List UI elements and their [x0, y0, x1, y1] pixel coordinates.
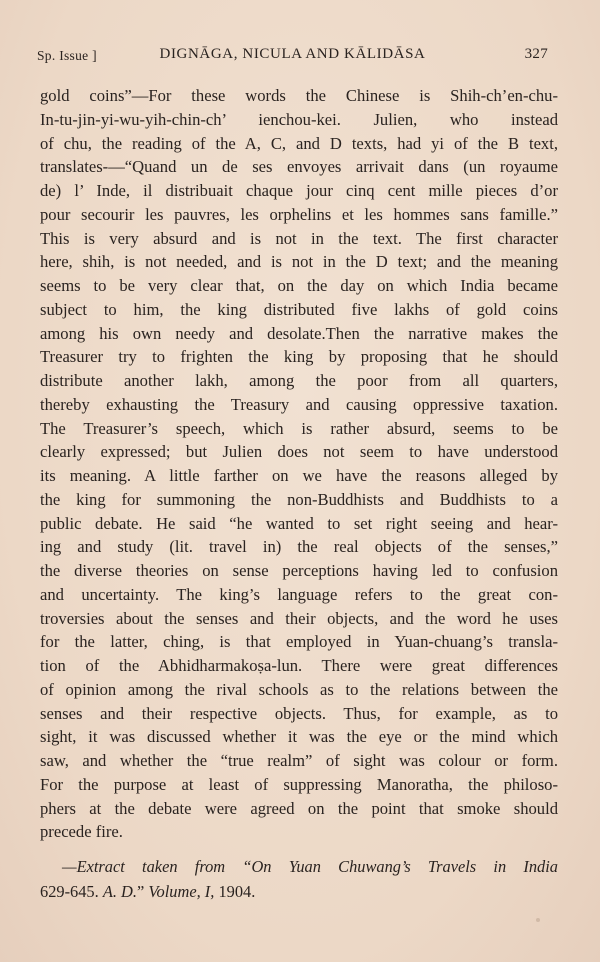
text-line: public debate. He said “he wanted to set right seeing and hear- — [40, 513, 558, 533]
text-line: clearly expressed; but Julien does not seem to have understood — [40, 442, 558, 462]
text-line: de) l’ Inde, il distribuait chaque jour cinq cent mille pieces d’or — [40, 181, 558, 200]
page-number: 327 — [524, 46, 548, 62]
text-line: ing and study (lit. travel in) the real objects of the senses,” — [40, 537, 558, 557]
text-line: the diverse theories on sense perceptions having led to confusion — [40, 561, 558, 580]
text-line: tion of the Abhidharmakoṣa-lun. There were great differences — [40, 656, 558, 675]
text-line: For the purpose at least of suppressing Manoratha, the philoso- — [40, 774, 558, 794]
text-line: In-tu-jin-yi-wu-yih-chin-ch’ ienchou-kei. Julien, who instead — [40, 109, 558, 129]
source-quote-close: ” — [136, 882, 149, 901]
header-title: DIGNĀGA, NICULA AND KĀLIDĀSA — [159, 46, 426, 62]
source-year: 1904. — [214, 882, 256, 901]
text-line: senses and their respective objects. Thus, for example, as to — [40, 703, 558, 723]
text-line: troversies about the senses and their objects, and the word he uses — [40, 608, 558, 628]
text-line: of chu, the reading of the A, C, and D texts, had yi of the B text, — [40, 133, 558, 153]
text-line: phers at the debate were agreed on the point that smoke should — [40, 798, 558, 818]
text-line: of opinion among the rival schools as to the relations between the — [40, 679, 558, 699]
text-line: gold coins”—For these words the Chinese is Shih-ch’en-chu- — [40, 86, 558, 105]
source-note-line-1: —Extract taken from “On Yuan Chuwang’s Travels in India — [62, 857, 558, 876]
source-note-line-2 — [40, 879, 558, 904]
text-line: the king for summoning the non-Buddhists and Buddhists to a — [40, 489, 558, 509]
text-line: for the latter, ching, is that employed in Yuan-chuang’s transla- — [40, 632, 558, 652]
body-text — [40, 84, 558, 844]
text-line: its meaning. A little farther on we have the reasons alleged by — [40, 466, 558, 485]
text-line: here, shih, is not needed, and is not in the D text; and the meaning — [40, 252, 558, 272]
source-volume: Volume, I, — [148, 882, 215, 901]
text-line: thereby exhausting the Treasury and causing oppressive taxation. — [40, 394, 558, 414]
text-line: saw, and whether the “true realm” of sight was colour or form. — [40, 751, 558, 770]
text-line: and uncertainty. The king’s language refers to the great con- — [40, 584, 558, 604]
source-years: 629-645. — [40, 882, 103, 901]
text-line: Treasurer try to frighten the king by proposing that he should — [40, 347, 558, 367]
text-line: subject to him, the king distributed five lakhs of gold coins — [40, 299, 558, 319]
header-issue: Sp. Issue ] — [37, 48, 97, 63]
text-line: The Treasurer’s speech, which is rather absurd, seems to be — [40, 418, 558, 438]
source-note — [40, 854, 558, 904]
text-line: This is very absurd and is not in the text. The first character — [40, 228, 558, 248]
text-line-last: precede fire. — [40, 822, 123, 842]
text-line: among his own needy and desolate.Then the narrative makes the — [40, 323, 558, 343]
text-line: pour secourir les pauvres, les orphelins et les hommes sans famille.” — [40, 204, 558, 224]
text-line: sight, it was discussed whether it was the eye or the mind which — [40, 727, 558, 747]
text-line: distribute another lakh, among the poor from all quarters, — [40, 371, 558, 390]
source-era: A. D. — [102, 882, 137, 901]
text-line: seems to be very clear that, on the day on which India became — [40, 276, 558, 295]
paper-speck — [536, 918, 540, 922]
text-line: translates-—“Quand un de ses envoyes arrivait dans (un royaume — [40, 157, 558, 177]
running-head — [37, 46, 548, 68]
